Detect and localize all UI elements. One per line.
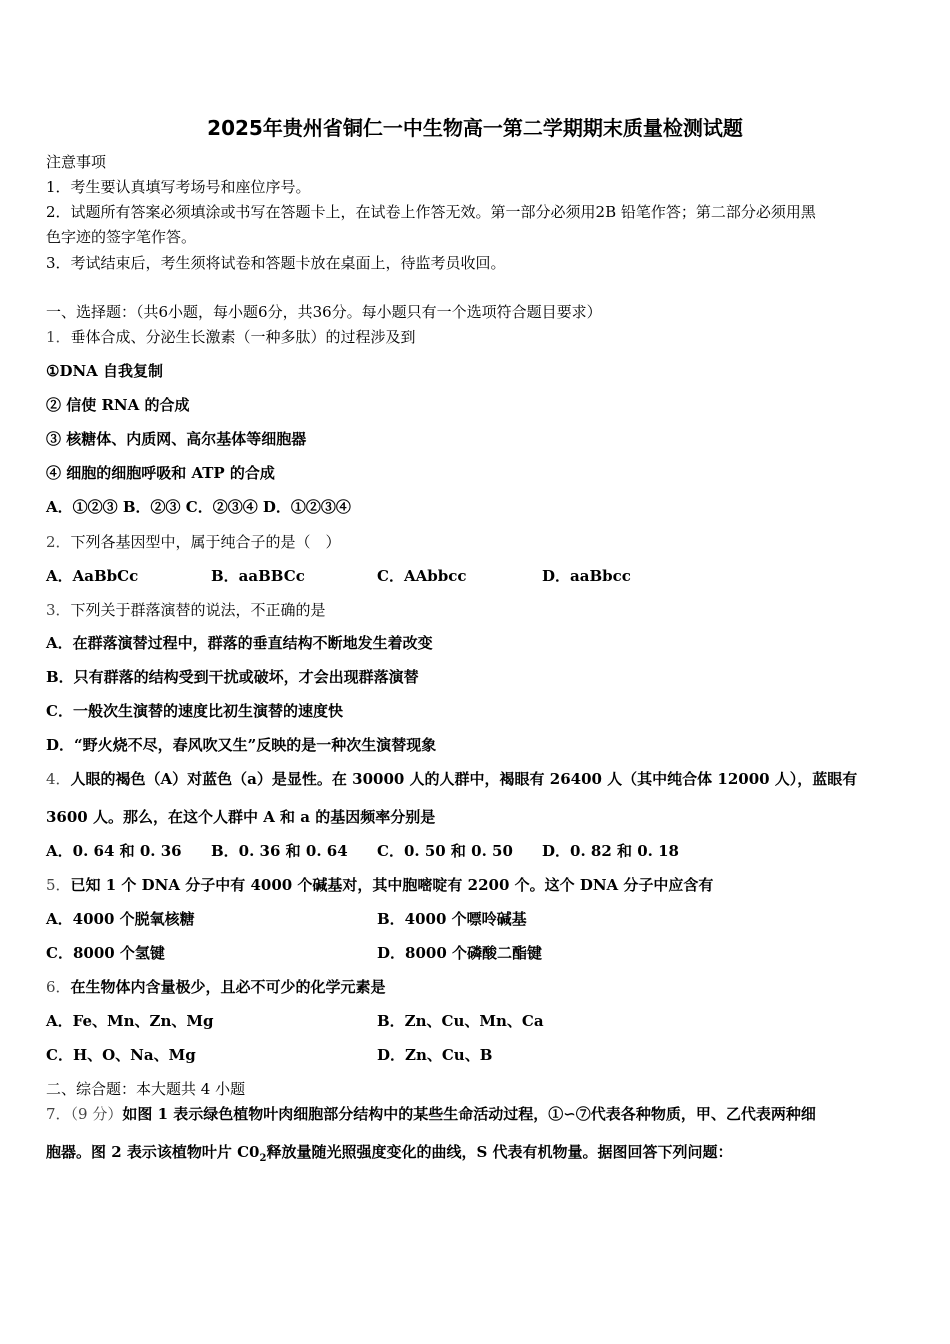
q3-option-c: C．一般次生演替的速度比初生演替的速度快	[46, 702, 343, 720]
subscript: 2	[259, 1153, 267, 1164]
question-number: 7．	[46, 1105, 71, 1123]
question-stem: 在生物体内含量极少，且必不可少的化学元素是	[70, 978, 386, 996]
notice-heading: 注意事项	[46, 153, 107, 171]
question-7	[46, 1104, 816, 1124]
question-stem: 如图 1 表示绿色植物叶肉细胞部分结构中的某些生命活动过程，①∽⑦代表各种物质，甲、乙代表两种细	[122, 1105, 816, 1123]
q5-option-d: D．8000 个磷酸二酯键	[377, 944, 542, 962]
section-1-heading: 一、选择题：（共6小题，每小题6分，共36分。每小题只有一个选项符合题目要求）	[46, 303, 602, 321]
q2-option-d: D．aaBbcc	[542, 567, 631, 585]
question-number: 3．	[46, 601, 71, 619]
question-4-cont: 3600 人。那么，在这个人群中 A 和 a 的基因频率分别是	[46, 808, 436, 826]
q4-option-a: A．0. 64 和 0. 36	[46, 842, 182, 860]
q6-option-a: A．Fe、Mn、Zn、Mg	[46, 1012, 214, 1030]
question-stem-part: 释放量随光照强度变化的曲线，S 代表有机物量。据图回答下列问题：	[266, 1143, 733, 1161]
question-stem: 人眼的褐色（A）对蓝色（a）是显性。在 30000 人的人群中，褐眼有 26400 人（其中纯合体 12000 人），蓝眼有	[70, 770, 858, 788]
q3-option-b: B．只有群落的结构受到干扰或破坏，才会出现群落演替	[46, 668, 419, 686]
q2-option-b: B．aaBBCc	[211, 567, 305, 585]
q3-option-d: D．“野火烧不尽，春风吹又生”反映的是一种次生演替现象	[46, 736, 437, 754]
q4-option-d: D．0. 82 和 0. 18	[542, 842, 679, 860]
question-stem: 下列关于群落演替的说法，不正确的是	[70, 601, 326, 619]
question-number: 2．	[46, 533, 71, 551]
q3-option-a: A．在群落演替过程中，群落的垂直结构不断地发生着改变	[46, 634, 433, 652]
q5-option-c: C．8000 个氢键	[46, 944, 165, 962]
q1-item-2: ② 信使 RNA 的合成	[46, 396, 190, 414]
q1-item-3: ③ 核糖体、内质网、高尔基体等细胞器	[46, 430, 307, 448]
q5-option-b: B．4000 个嘌呤碱基	[377, 910, 527, 928]
q5-option-a: A．4000 个脱氧核糖	[46, 910, 195, 928]
q4-option-c: C．0. 50 和 0. 50	[377, 842, 513, 860]
q2-option-a: A．AaBbCc	[46, 567, 139, 585]
question-stem: 已知 1 个 DNA 分子中有 4000 个碱基对，其中胞嘧啶有 2200 个。这个 DNA 分子中应含有	[70, 876, 714, 894]
notice-item-2-cont: 色字迹的签字笔作答。	[46, 228, 197, 246]
q6-option-c: C．H、O、Na、Mg	[46, 1046, 196, 1064]
q1-item-1: ①DNA 自我复制	[46, 362, 164, 380]
question-number: 6．	[46, 978, 71, 996]
question-score: （9 分）	[70, 1105, 123, 1123]
section-2-heading: 二、综合题：本大题共 4 小题	[46, 1080, 246, 1098]
q1-item-4: ④ 细胞的细胞呼吸和 ATP 的合成	[46, 464, 275, 482]
question-5	[46, 875, 713, 895]
question-7-cont	[46, 1142, 733, 1169]
question-stem: 下列各基因型中，属于纯合子的是（ ）	[70, 533, 341, 551]
question-2	[46, 532, 341, 552]
q1-options: A．①②③ B．②③ C．②③④ D．①②③④	[46, 498, 351, 516]
notice-item-2: 2．试题所有答案必须填涂或书写在答题卡上，在试卷上作答无效。第一部分必须用2B 铅笔作答；第二部分必须用黑	[46, 203, 816, 221]
q6-option-d: D．Zn、Cu、B	[377, 1046, 493, 1064]
question-6	[46, 977, 386, 997]
question-stem-part: 胞器。图 2 表示该植物叶片 C0	[46, 1143, 260, 1161]
question-number: 1．	[46, 328, 71, 346]
page-title: 2025年贵州省铜仁一中生物高一第二学期期末质量检测试题	[207, 116, 743, 140]
q6-option-b: B．Zn、Cu、Mn、Ca	[377, 1012, 544, 1030]
question-stem: 垂体合成、分泌生长激素（一种多肽）的过程涉及到	[70, 328, 416, 346]
q4-option-b: B．0. 36 和 0. 64	[211, 842, 348, 860]
q2-option-c: C．AAbbcc	[377, 567, 467, 585]
question-3	[46, 600, 326, 620]
notice-item-1: 1．考生要认真填写考场号和座位序号。	[46, 178, 311, 196]
question-number: 4．	[46, 770, 71, 788]
question-4	[46, 769, 857, 789]
question-1	[46, 327, 416, 347]
question-number: 5．	[46, 876, 71, 894]
notice-item-3: 3．考试结束后，考生须将试卷和答题卡放在桌面上，待监考员收回。	[46, 254, 506, 272]
